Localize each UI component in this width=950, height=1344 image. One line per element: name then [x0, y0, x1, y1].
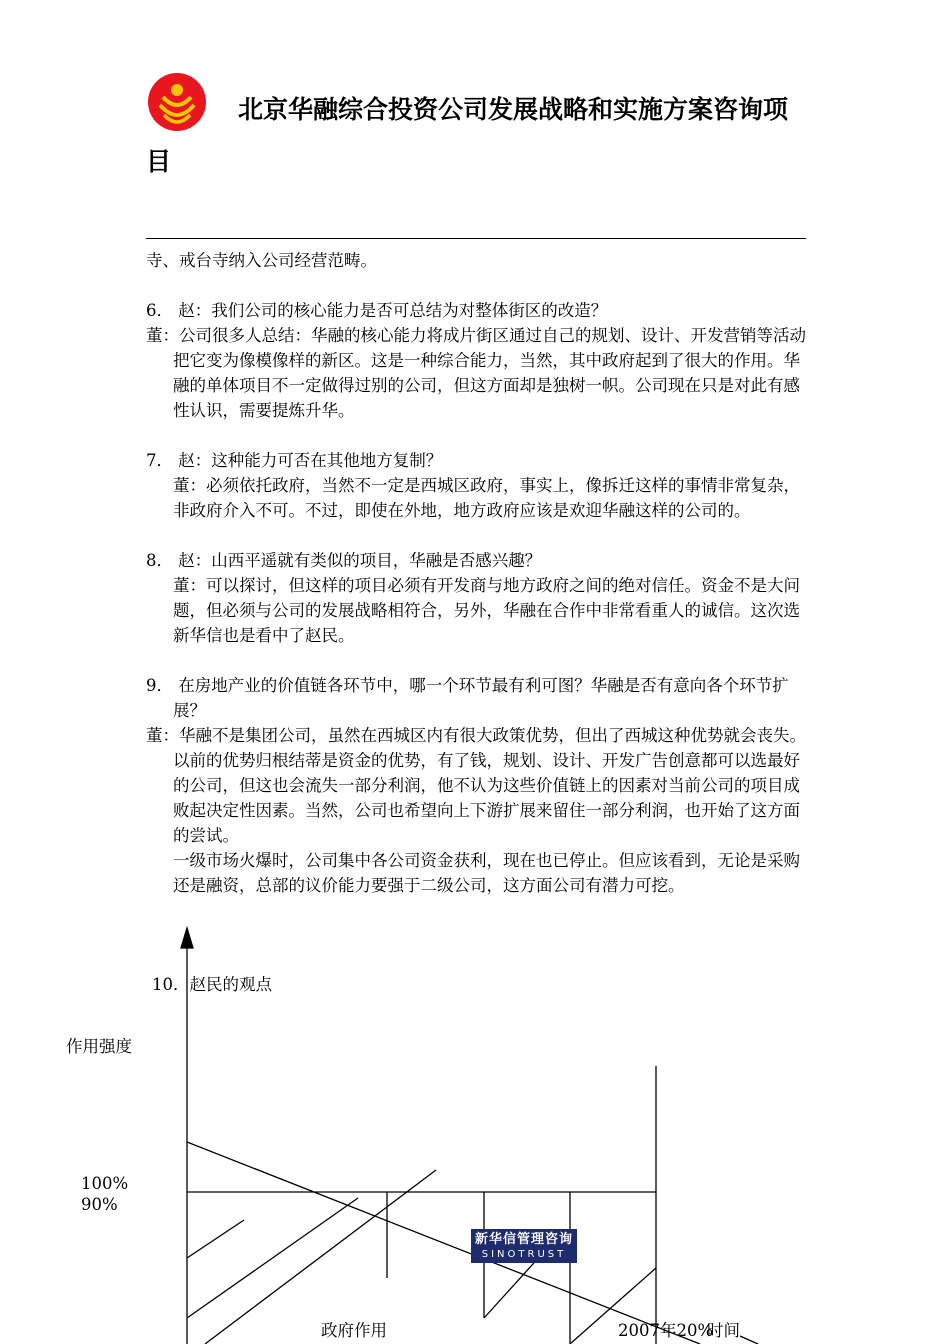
- hatch-1: [187, 1220, 244, 1258]
- paragraph-continuation: 寺、戒台寺纳入公司经营范畴。: [146, 251, 377, 270]
- tick-label-100: 100%: [81, 1174, 129, 1193]
- figure-heading: 10．赵民的观点: [152, 975, 272, 994]
- x-axis-arrow: [740, 1336, 758, 1344]
- series-label-government: 政府作用: [321, 1321, 387, 1340]
- hatch-2: [187, 1198, 358, 1318]
- watermark-stamp: [471, 1229, 577, 1263]
- question-7: 7． 赵：这种能力可否在其他地方复制？: [146, 451, 443, 470]
- question-8: 8． 赵：山西平遥就有类似的项目，华融是否感兴趣？: [146, 551, 542, 570]
- government-role-line: [187, 1142, 700, 1344]
- y-axis-label: 作用强度: [66, 1037, 132, 1056]
- marker-label-2007: 2007年20%: [618, 1321, 714, 1340]
- y-axis-arrow: [181, 928, 193, 948]
- answer-7: 董：必须依托政府，当然不一定是西城区政府，事实上，像拆迁这样的事情非常复杂，非政府介入不可。不过，即使在外地，地方政府应该是欢迎华融这样的公司的。: [173, 476, 800, 520]
- question-6: 6． 赵：我们公司的核心能力是否可总结为对整体街区的改造？: [146, 301, 608, 320]
- tick-label-90: 90%: [81, 1195, 118, 1214]
- answer-8: 董：可以探讨，但这样的项目必须有开发商与地方政府之间的绝对信任。资金不是大问题，但必须与公司的发展战略相符合，另外，华融在合作中非常看重人的诚信。这次选新华信也是看中了赵民。: [173, 576, 800, 645]
- question-9: 9． 在房地产业的价值链各环节中，哪一个环节最有利可图？华融是否有意向各个环节扩展？: [146, 676, 789, 720]
- x-axis-label: 时间: [707, 1321, 740, 1340]
- document-title: 北京华融综合投资公司发展战略和实施方案咨询项目: [146, 95, 789, 176]
- watermark-line-2: SINOTRUST: [481, 1249, 567, 1260]
- watermark-line-1: 新华信管理咨询: [474, 1232, 573, 1247]
- answer-9-continued: 一级市场火爆时，公司集中各公司资金获利，现在也已停止。但应该看到，无论是采购还是融资，总部的议价能力要强于二级公司，这方面公司有潜力可挖。: [173, 851, 800, 895]
- answer-9: 董：华融不是集团公司，虽然在西城区内有很大政策优势，但出了西城这种优势就会丧失。以前的优势归根结蒂是资金的优势，有了钱，规划、设计、开发广告创意都可以选最好的公司，但这也会流失一部分利润，他不认为这些价值链上的因素对当前公司的项目成败起决定性因素。当然，公司也希望向上下游扩展来留住一部分利润，也开始了这方面的尝试。: [146, 726, 806, 845]
- answer-6: 董：公司很多人总结：华融的核心能力将成片街区通过自己的规划、设计、开发营销等活动把它变为像模像样的新区。这是一种综合能力，当然，其中政府起到了很大的作用。华融的单体项目不一定做得过别的公司，但这方面却是独树一帜。公司现在只是对此有感性认识，需要提炼升华。: [146, 326, 806, 420]
